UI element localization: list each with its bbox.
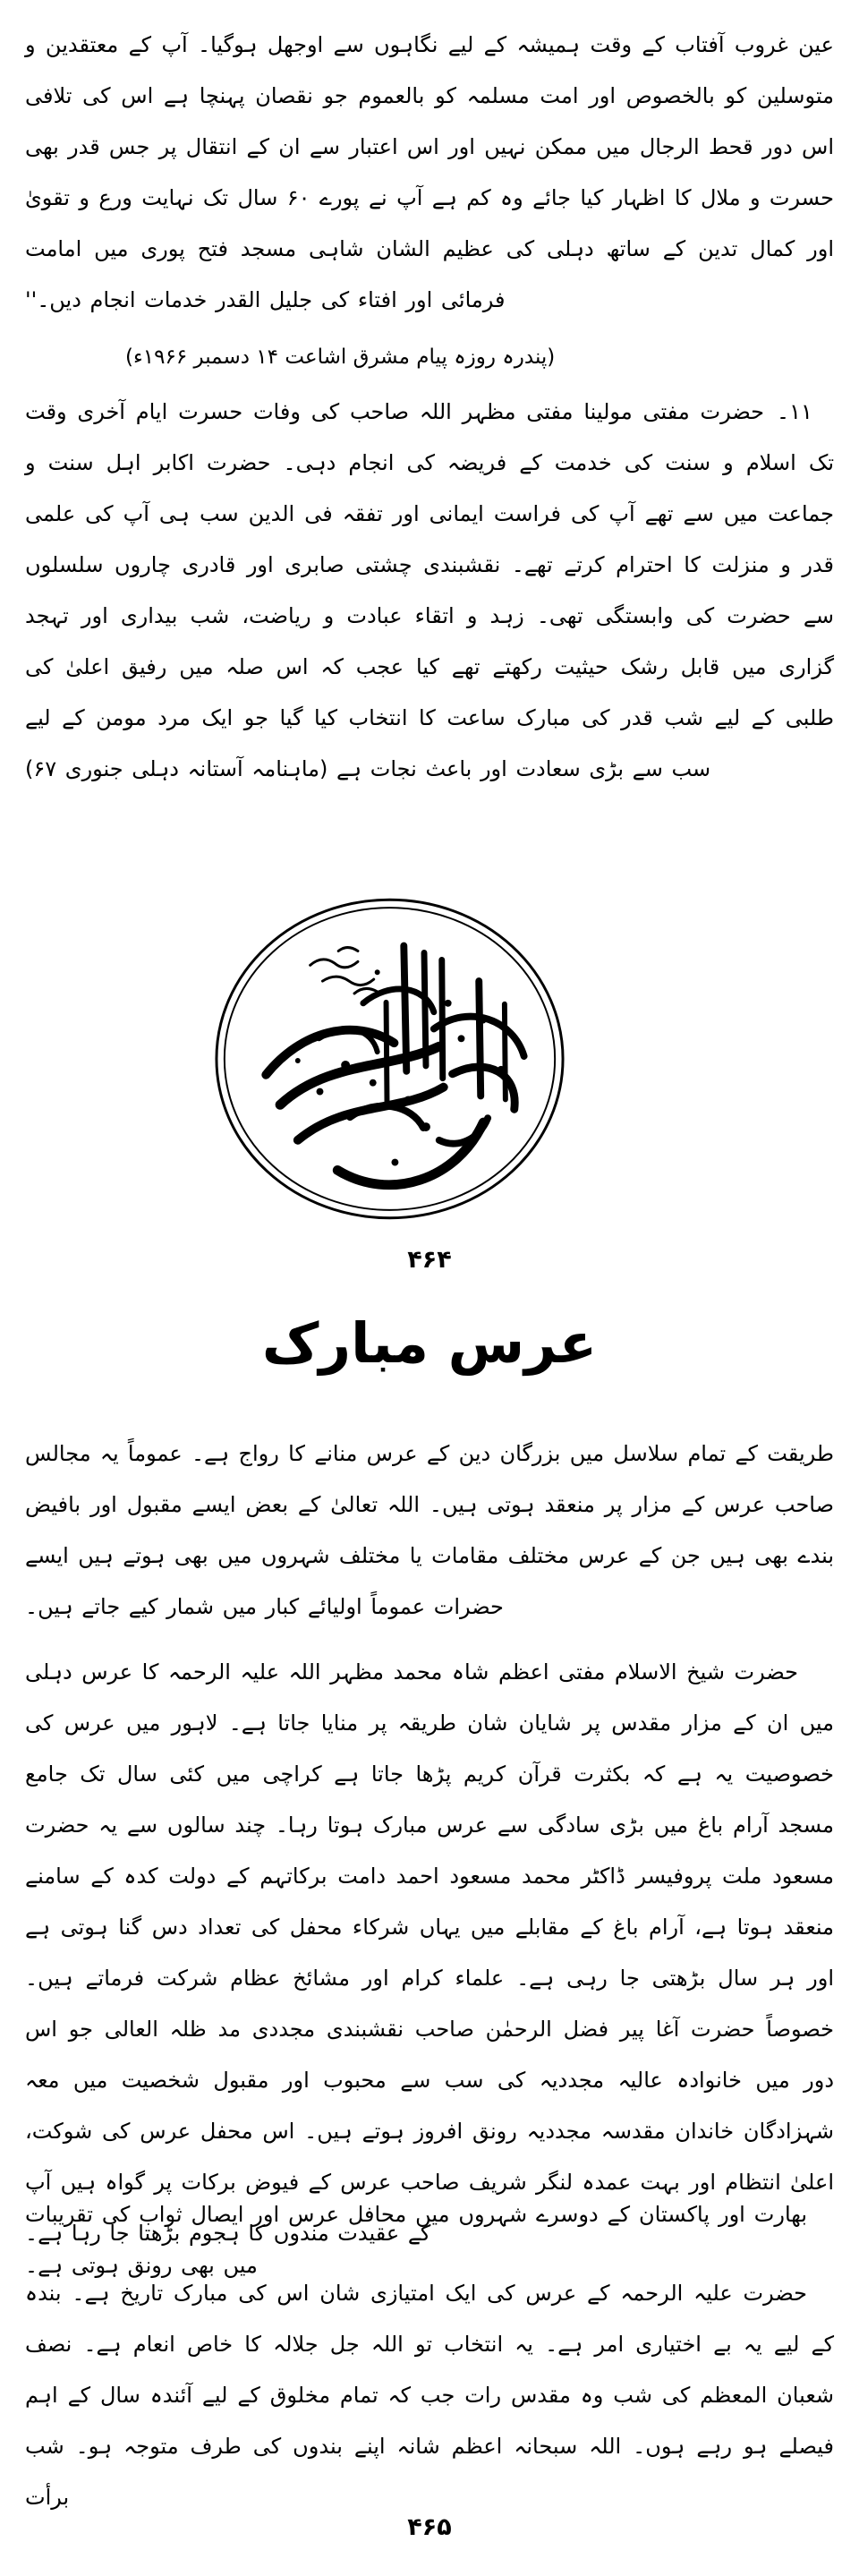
closing-paragraph: عین غروب آفتاب کے وقت ہمیشہ کے لیے نگاہوں سے اوجھل ہوگیا۔ آپ کے معتقدین و متوسلین کو بالخصوص اور امت مسلمہ کو بالعموم جو نقصان پہنچا ہے اس کی تلافی اس دور قحط الرجال میں ممکن نہیں اور اس اعتبار سے ان کے انتقال پر جس قدر بھی حسرت و ملال کا اظہار کیا جائے وہ کم ہے آپ نے پورے ۶۰ سال تک نہایت ورع و تقویٰ اور کمال تدین کے ساتھ دہلی کی عظیم الشان شاہی مسجد فتح پوری میں امامت فرمائی اور افتاء کی جلیل القدر خدمات انجام دیں۔''	[25, 32, 835, 312]
paragraph-2: حضرت شیخ الاسلام مفتی اعظم شاہ محمد مظہر اللہ علیہ الرحمہ کا عرس دہلی میں ان کے مزار مقدس پر شایان شان طریقہ پر منایا جاتا ہے۔ لاہور میں عرس کی خصوصیت یہ ہے کہ بکثرت قرآن کریم پڑھا جاتا ہے کراچی میں کئی سال تک جامع مسجد آرام باغ میں بڑی سادگی سے عرس مبارک ہوتا رہا۔ چند سالوں سے یہ حضرت مسعود ملت پروفیسر ڈاکٹر محمد مسعود احمد دامت برکاتہم کے دولت کدہ کے سامنے منعقد ہوتا ہے، آرام باغ کے مقابلے میں یہاں شرکاء محفل کی تعداد دس گنا ہوتی ہے اور ہر سال بڑھتی جا رہی ہے۔ علماء کرام اور مشائخ عظام شرکت فرماتے ہیں۔ خصوصاً حضرت آغا پیر فضل الرحمٰن صاحب نقشبندی مجددی مد ظلہ العالی جو اس دور میں خانوادہ عالیہ مجددیہ کی سب سے محبوب اور مقبول شخصیت میں معہ شہزادگان خاندان مقدسہ مجددیہ رونق افروز ہوتے ہیں۔ اس محفل عرس کی شوکت، اعلیٰ انتظام اور بہت عمدہ لنگر شریف صاحب عرس کے فیوض برکات پر گواہ ہیں آپ کے عقیدت مندوں کا ہجوم بڑھتا جا رہا ہے۔	[25, 1659, 834, 2246]
calligraphic-seal-image	[213, 895, 566, 1223]
item-text: حضرت مفتی مولینا مفتی مظہر اللہ صاحب کی وفات حسرت ایام آخری وقت تک اسلام و سنت کی خدمت کے فریضہ کی انجام دہی۔ حضرت اکابر اہل سنت و جماعت میں سے تھے آپ کی فراست ایمانی اور تفقہ فی الدین سب ہی آپ کی علمی قدر و منزلت کا احترام کرتے تھے۔ نقشبندی چشتی صابری اور قادری چاروں سلسلوں سے حضرت کی وابستگی تھی۔ زہد و اتقاء عبادت و ریاضت، شب بیداری اور تہجد گزاری میں قابل رشک حیثیت رکھتے تھے کیا عجب کہ اس صلہ میں رفیق اعلیٰ کی طلبی کے لیے شب قدر کی مبارک ساعت کا انتخاب کیا گیا جو ایک مرد مومن کے لیے سب سے بڑی سعادت اور باعث نجات ہے (ماہنامہ آستانہ دہلی جنوری ۶۷)	[25, 399, 834, 781]
section-heading: عرس مبارک	[261, 1310, 598, 1376]
item-number: ۱۱۔	[777, 399, 812, 424]
paragraph-4: حضرت علیہ الرحمہ کے عرس کی ایک امتیازی شان اس کی مبارک تاریخ ہے۔ بندہ کے لیے یہ بے اختیاری امر ہے۔ یہ انتخاب تو اللہ جل جلالہ کا خاص انعام ہے۔ نصف شعبان المعظم کی شب وہ مقدس رات جب کہ تمام مخلوق کے لیے آئندہ سال کے اہم فیصلے ہو رہے ہوں۔ اللہ سبحانہ اعظم شانہ اپنے بندوں کی طرف متوجہ ہو۔ شب برأت	[25, 2281, 834, 2510]
page-number-464: ۴۶۴	[407, 1246, 452, 1274]
page-number-465: ۴۶۵	[407, 2513, 452, 2541]
paragraph-1: طریقت کے تمام سلاسل میں بزرگان دین کے عرس منانے کا رواج ہے۔ عموماً یہ مجالس صاحب عرس کے مزار پر منعقد ہوتی ہیں۔ اللہ تعالیٰ کے بعض ایسے مقبول اور بافیض بندے بھی ہیں جن کے عرس مختلف مقامات یا مختلف شہروں میں بھی ہوتے ہیں ایسے حضرات عموماً اولیائے کبار میں شمار کیے جاتے ہیں۔	[25, 1441, 834, 1619]
list-item-11	[25, 387, 834, 795]
calligraphic-seal	[213, 895, 566, 1223]
paragraph-3: بھارت اور پاکستان کے دوسرے شہروں میں محافل عرس اور ایصال ثواب کی تقریبات میں بھی رونق ہوتی ہے۔	[25, 2202, 807, 2278]
citation-line: (پندرہ روزہ پیام مشرق اشاعت ۱۴ دسمبر ۱۹۶۶ء)	[125, 345, 556, 369]
